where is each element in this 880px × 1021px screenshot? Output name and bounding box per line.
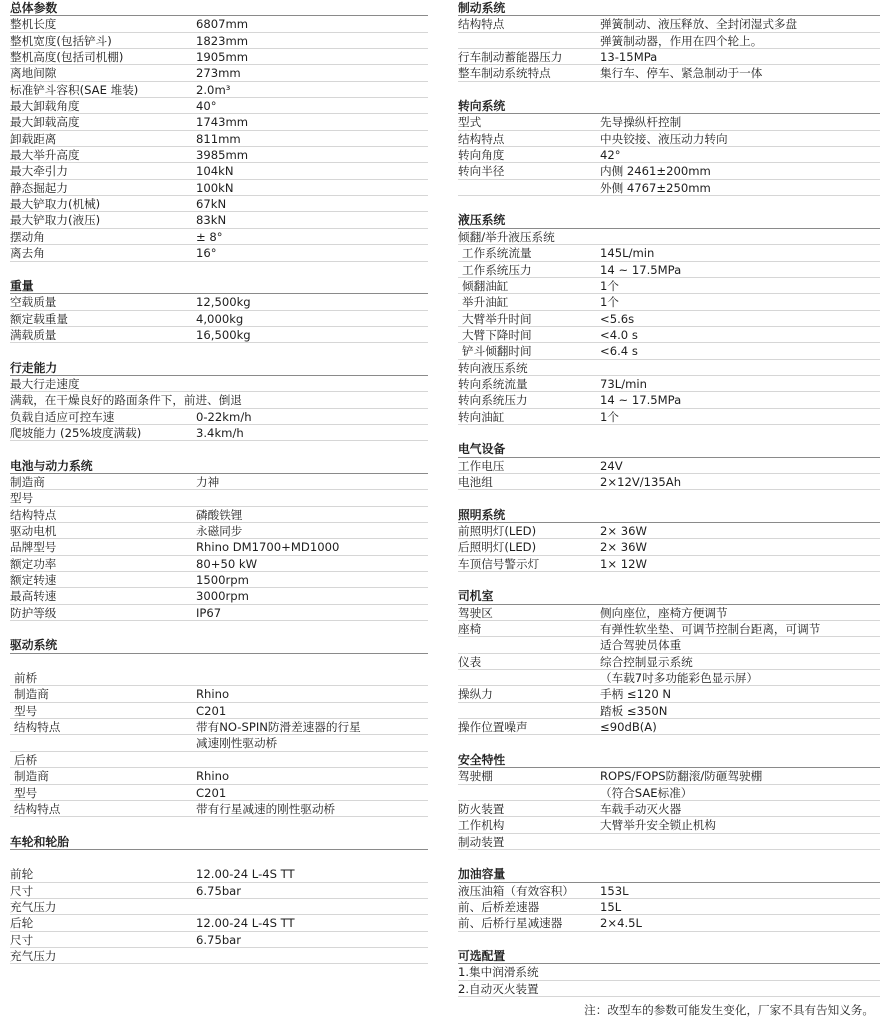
spec-label: 转向角度 (458, 148, 505, 163)
spec-label: 整机宽度(包括铲斗) (10, 33, 112, 48)
section-heading (458, 212, 880, 228)
spec-value: Rhino (196, 687, 230, 702)
spec-row (458, 474, 880, 490)
spec-row (10, 49, 428, 65)
spec-label: 充气压力 (10, 899, 57, 914)
section-heading (10, 458, 428, 474)
spec-row (10, 425, 428, 441)
section-title: 电气设备 (458, 442, 506, 457)
spec-label: 倾翻油缸 (462, 278, 509, 293)
spec-value: 6.75bar (196, 883, 242, 898)
spec-value: ROPS/FOPS防翻滚/防砸驾驶棚 (600, 769, 763, 784)
spacer-row (458, 572, 880, 588)
spec-label: 最高转速 (10, 589, 57, 604)
spec-value: 带有行星减速的刚性驱动桥 (196, 801, 336, 816)
spec-row (10, 392, 428, 408)
spec-row (10, 719, 428, 735)
spec-label: 制造商 (14, 769, 49, 784)
spec-row (10, 131, 428, 147)
spec-row (10, 588, 428, 604)
spec-label: 操作位置噪声 (458, 720, 528, 735)
spec-label: 铲斗倾翻时间 (462, 344, 532, 359)
spec-row (458, 556, 880, 572)
spec-value: 6807mm (196, 17, 249, 32)
spec-label: 型号 (14, 703, 38, 718)
spec-value: 4,000kg (196, 311, 244, 326)
spacer-row (10, 441, 428, 457)
spec-row (10, 180, 428, 196)
spec-row (10, 212, 428, 228)
spec-value: 1个 (600, 295, 619, 310)
spec-value: IP67 (196, 605, 222, 620)
spec-label: 负载自适应可控车速 (10, 409, 115, 424)
spec-label: 卸载距离 (10, 131, 57, 146)
section-heading (458, 507, 880, 523)
spec-row (458, 834, 880, 850)
section-heading (10, 637, 428, 653)
spec-value: <6.4 s (600, 344, 638, 359)
spec-row (458, 245, 880, 261)
spec-label: 前照明灯(LED) (458, 524, 537, 538)
spec-value: 弹簧制动、液压释放、全封闭湿式多盘 (600, 17, 798, 32)
spec-value: 811mm (196, 131, 241, 146)
spec-value: <4.0 s (600, 327, 638, 342)
spec-value: 永磁同步 (196, 524, 243, 538)
spec-label: 离地间隙 (10, 66, 57, 81)
spec-value: （车载7吋多功能彩色显示屏） (600, 671, 759, 686)
spec-label: 转向系统流量 (458, 376, 528, 391)
spec-value: 外侧 4767±250mm (600, 180, 711, 195)
spec-row (10, 605, 428, 621)
spec-row (458, 605, 880, 621)
spec-value: <5.6s (600, 311, 635, 326)
spacer-row (10, 850, 428, 866)
spec-label: 工作电压 (458, 458, 505, 473)
spec-label: 充气压力 (10, 948, 57, 963)
spec-label: 型号 (10, 491, 34, 506)
spacer-row (10, 621, 428, 637)
spec-row (458, 360, 880, 376)
spec-value: 2×12V/135Ah (600, 474, 682, 489)
spec-label: 倾翻/举升液压系统 (458, 229, 555, 244)
spec-row (458, 621, 880, 637)
spec-row (10, 474, 428, 490)
spec-label: 结构特点 (14, 801, 61, 816)
section-title: 行走能力 (10, 360, 58, 375)
spec-value: 14 ~ 17.5MPa (600, 262, 682, 277)
spec-label: 转向半径 (458, 164, 505, 179)
spec-label: 最大铲取力(液压) (10, 213, 101, 228)
spec-value: 中央铰接、液压动力转向 (600, 131, 728, 146)
spec-row (10, 866, 428, 882)
spec-value: Rhino DM1700+MD1000 (196, 540, 340, 555)
section-heading (10, 834, 428, 850)
spec-row (10, 409, 428, 425)
spec-label: 结构特点 (458, 17, 505, 32)
spec-label: 前、后桥行星减速器 (458, 916, 563, 931)
section-heading (458, 752, 880, 768)
spec-label: 转向油缸 (458, 409, 505, 424)
spec-row (10, 490, 428, 506)
section-title: 安全特性 (458, 752, 506, 767)
spacer-row (458, 82, 880, 98)
spec-value: 1500rpm (196, 573, 249, 588)
spec-value: 42° (600, 148, 621, 163)
spec-value: 153L (600, 883, 629, 898)
section-title: 加油容量 (458, 867, 506, 882)
spec-label: 最大铲取力(机械) (10, 197, 101, 212)
spacer-row (458, 850, 880, 866)
spec-row (10, 785, 428, 801)
spec-row (458, 376, 880, 392)
spec-row (10, 523, 428, 539)
spec-row (10, 932, 428, 948)
spec-label: 制造商 (10, 474, 45, 489)
spec-label: 仪表 (458, 654, 482, 669)
spec-row (10, 948, 428, 964)
spec-label: 工作系统流量 (462, 246, 532, 261)
section-heading (10, 360, 428, 376)
spec-label: 型式 (458, 115, 482, 130)
spec-row (458, 768, 880, 784)
spec-row (458, 180, 880, 196)
spec-value: 综合控制显示系统 (600, 654, 693, 669)
spec-value: 3.4km/h (196, 425, 244, 440)
spec-row (458, 637, 880, 653)
section-title: 电池与动力系统 (10, 458, 93, 473)
section-title: 转向系统 (458, 99, 506, 114)
spec-value: 3000rpm (196, 589, 249, 604)
spec-value: 减速刚性驱动桥 (196, 736, 278, 751)
spec-row (10, 147, 428, 163)
spec-label: 最大牵引力 (10, 164, 68, 179)
spec-label: 前轮 (10, 867, 34, 882)
spec-value: 2× 36W (600, 540, 647, 555)
spec-label: 后照明灯(LED) (458, 540, 537, 555)
spec-value: 1905mm (196, 50, 249, 65)
spec-label: 尺寸 (10, 883, 34, 898)
spec-value: 0-22km/h (196, 409, 252, 424)
spec-value: 内侧 2461±200mm (600, 164, 711, 179)
spec-value: 67kN (196, 197, 227, 212)
spec-row (458, 883, 880, 899)
spec-row (10, 376, 428, 392)
spec-row (10, 65, 428, 81)
spec-label: 整机高度(包括司机棚) (10, 50, 124, 65)
spec-row (458, 147, 880, 163)
spec-row (458, 392, 880, 408)
spec-label: 1.集中润滑系统 (458, 965, 539, 980)
spec-value: 2.0m³ (196, 82, 231, 97)
section-heading (458, 441, 880, 457)
spec-row (10, 507, 428, 523)
section-title: 照明系统 (458, 507, 506, 522)
spec-value: 手柄 ≤120 N (600, 687, 672, 702)
spec-value: 12.00-24 L-4S TT (196, 916, 295, 931)
section-title: 司机室 (458, 589, 494, 604)
spacer-row (458, 490, 880, 506)
spec-value: 80+50 kW (196, 556, 258, 571)
spec-value: 车载手动灭火器 (600, 801, 682, 816)
spec-value: C201 (196, 785, 227, 800)
spec-value: 13-15MPa (600, 50, 658, 65)
spec-value: 力神 (196, 474, 220, 489)
spec-label: 驱动电机 (10, 524, 57, 538)
spec-label: 整车制动系统特点 (458, 66, 551, 81)
spec-label: 结构特点 (14, 720, 61, 735)
spec-value: 适合驾驶员体重 (600, 638, 682, 653)
spec-value: ≤90dB(A) (600, 720, 657, 735)
section-heading (458, 0, 880, 16)
left-spec-column (10, 0, 428, 964)
spec-row (10, 196, 428, 212)
spec-value: 侧向座位，座椅方便调节 (600, 605, 728, 620)
spec-row (10, 670, 428, 686)
spec-row (10, 801, 428, 817)
spec-row (10, 229, 428, 245)
spec-label: 最大行走速度 (10, 376, 80, 391)
spec-value: C201 (196, 703, 227, 718)
spec-label: 最大举升高度 (10, 148, 80, 163)
spec-label: 爬坡能力 (25%坡度满载) (10, 425, 142, 440)
section-heading (10, 278, 428, 294)
spec-label: 满载质量 (10, 327, 57, 342)
spec-value: 104kN (196, 164, 234, 179)
spec-value: 12.00-24 L-4S TT (196, 867, 295, 882)
spec-value: 1个 (600, 409, 619, 424)
spacer-row (10, 654, 428, 670)
spec-row (10, 245, 428, 261)
spec-label: 驾驶区 (458, 605, 493, 620)
section-heading (458, 98, 880, 114)
section-title: 重量 (10, 278, 34, 293)
spacer-row (458, 932, 880, 948)
spec-row (10, 98, 428, 114)
spec-row (458, 163, 880, 179)
spec-row (458, 229, 880, 245)
spec-label: 额定转速 (10, 573, 57, 588)
spec-value: 2×4.5L (600, 916, 642, 931)
spec-label: 防护等级 (10, 605, 57, 620)
section-heading (10, 0, 428, 16)
spec-value: 273mm (196, 66, 241, 81)
spec-row (10, 327, 428, 343)
spec-row (458, 278, 880, 294)
spec-row (458, 719, 880, 735)
spec-row (10, 114, 428, 130)
spec-value: （符合SAE标准） (600, 785, 693, 800)
spec-value: 6.75bar (196, 932, 242, 947)
spec-row (458, 343, 880, 359)
spec-row (10, 915, 428, 931)
spec-value: 1743mm (196, 115, 249, 130)
spec-label: 电池组 (458, 474, 493, 489)
spec-label: 后桥 (14, 752, 38, 767)
spec-row (10, 311, 428, 327)
spec-row (458, 294, 880, 310)
spec-label: 车顶信号警示灯 (458, 556, 540, 571)
spec-label: 结构特点 (458, 131, 505, 146)
spec-row (458, 981, 880, 997)
spec-label: 大臂下降时间 (462, 327, 532, 342)
spec-value: 1823mm (196, 33, 249, 48)
spec-row (458, 654, 880, 670)
spec-label: 转向液压系统 (458, 360, 528, 375)
spec-label: 整机长度 (10, 17, 57, 32)
spec-label: 驾驶棚 (458, 769, 493, 784)
spec-label: 型号 (14, 785, 38, 800)
spec-value: 弹簧制动器，作用在四个轮上。 (600, 33, 763, 48)
spacer-row (10, 817, 428, 833)
section-title: 液压系统 (458, 213, 506, 228)
spec-label: 额定功率 (10, 556, 57, 571)
spec-row (458, 16, 880, 32)
spec-row (458, 33, 880, 49)
spec-row (458, 262, 880, 278)
spec-label: 2.自动灭火装置 (458, 981, 539, 996)
spec-value: 16° (196, 246, 217, 261)
section-heading (458, 866, 880, 882)
spec-value: 1× 12W (600, 556, 647, 571)
spacer-row (458, 425, 880, 441)
spec-label: 座椅 (458, 622, 482, 637)
spec-value: 15L (600, 899, 622, 914)
right-spec-column (458, 0, 880, 997)
spec-value: 磷酸铁锂 (196, 507, 243, 522)
spec-value: 带有NO-SPIN防滑差速器的行星 (196, 720, 361, 735)
spec-value: 16,500kg (196, 327, 251, 342)
section-title: 可选配置 (458, 948, 506, 963)
spec-row (10, 572, 428, 588)
spec-label: 静态掘起力 (10, 180, 68, 195)
spec-row (458, 114, 880, 130)
spec-label: 标准铲斗容积(SAE 堆装) (10, 82, 139, 97)
spec-value: 100kN (196, 180, 234, 195)
spec-label: 行车制动蓄能器压力 (458, 50, 563, 65)
spec-label: 工作机构 (458, 818, 505, 833)
spacer-row (10, 343, 428, 359)
spec-row (458, 49, 880, 65)
spec-label: 大臂举升时间 (462, 311, 532, 326)
spec-row (10, 294, 428, 310)
spec-label: 液压油箱（有效容积） (458, 883, 574, 898)
spec-value: 24V (600, 458, 623, 473)
spec-row (458, 915, 880, 931)
spec-value: Rhino (196, 769, 230, 784)
spec-label: 制造商 (14, 687, 49, 702)
spec-label: 最大卸载角度 (10, 99, 80, 114)
spec-label: 最大卸载高度 (10, 115, 80, 130)
spec-row (458, 539, 880, 555)
spec-row (10, 686, 428, 702)
spec-row (10, 16, 428, 32)
spec-value: 14 ~ 17.5MPa (600, 393, 682, 408)
spec-label: 满载，在干燥良好的路面条件下，前进、倒退 (10, 393, 242, 408)
spec-row (10, 82, 428, 98)
spec-row (10, 752, 428, 768)
spec-row (458, 899, 880, 915)
spec-label: 空载质量 (10, 295, 57, 310)
spec-value: ± 8° (196, 229, 223, 244)
spec-row (458, 801, 880, 817)
spec-row (458, 65, 880, 81)
spec-value: 2× 36W (600, 524, 647, 538)
spec-label: 品牌型号 (10, 540, 57, 555)
spec-row (458, 523, 880, 539)
spec-value: 40° (196, 99, 217, 114)
spec-row (10, 556, 428, 572)
spec-label: 结构特点 (10, 507, 57, 522)
spec-label: 制动装置 (458, 834, 505, 849)
spacer-row (458, 196, 880, 212)
spec-label: 防火装置 (458, 801, 505, 816)
spec-row (10, 899, 428, 915)
spec-value: 83kN (196, 213, 227, 228)
spacer-row (10, 262, 428, 278)
spec-value: 先导操纵杆控制 (600, 115, 682, 130)
spec-row (458, 703, 880, 719)
spec-label: 后轮 (10, 916, 34, 931)
spec-value: 12,500kg (196, 295, 251, 310)
spec-value: 大臂举升安全锁止机构 (600, 818, 716, 833)
footnote: 注：改型车的参数可能发生变化，厂家不具有告知义务。 (584, 1003, 874, 1017)
spec-value: 集行车、停车、紧急制动于一体 (600, 66, 763, 81)
spec-row (10, 883, 428, 899)
spec-row (458, 785, 880, 801)
section-title: 总体参数 (10, 1, 58, 15)
spec-label: 摆动角 (10, 229, 45, 244)
spec-row (458, 964, 880, 980)
spec-value: 73L/min (600, 376, 647, 391)
spec-value: 145L/min (600, 246, 655, 261)
spec-value: 1个 (600, 278, 619, 293)
spec-row (458, 686, 880, 702)
spec-label: 离去角 (10, 246, 45, 261)
spec-row (10, 539, 428, 555)
section-heading (458, 948, 880, 964)
spec-label: 前桥 (14, 671, 38, 686)
spec-row (458, 131, 880, 147)
spec-row (10, 735, 428, 751)
spec-label: 额定载重量 (10, 311, 68, 326)
spec-row (458, 311, 880, 327)
section-title: 驱动系统 (10, 638, 58, 653)
spec-label: 举升油缸 (462, 295, 509, 310)
spacer-row (458, 735, 880, 751)
spec-value: 3985mm (196, 148, 249, 163)
spec-value: 踏板 ≤350N (600, 703, 668, 718)
spec-label: 工作系统压力 (462, 262, 532, 277)
spec-label: 尺寸 (10, 932, 34, 947)
spec-row (458, 409, 880, 425)
section-title: 车轮和轮胎 (10, 834, 69, 849)
spec-row (10, 33, 428, 49)
spec-row (458, 327, 880, 343)
spec-row (10, 703, 428, 719)
spec-row (458, 670, 880, 686)
spec-row (458, 458, 880, 474)
section-heading (458, 588, 880, 604)
spec-value: 有弹性软坐垫、可调节控制台距离，可调节 (600, 622, 821, 637)
spec-row (458, 817, 880, 833)
spec-row (10, 768, 428, 784)
spec-label: 转向系统压力 (458, 393, 528, 408)
spec-label: 操纵力 (458, 687, 493, 702)
spec-label: 前、后桥差速器 (458, 899, 540, 914)
section-title: 制动系统 (458, 1, 506, 15)
spec-row (10, 163, 428, 179)
